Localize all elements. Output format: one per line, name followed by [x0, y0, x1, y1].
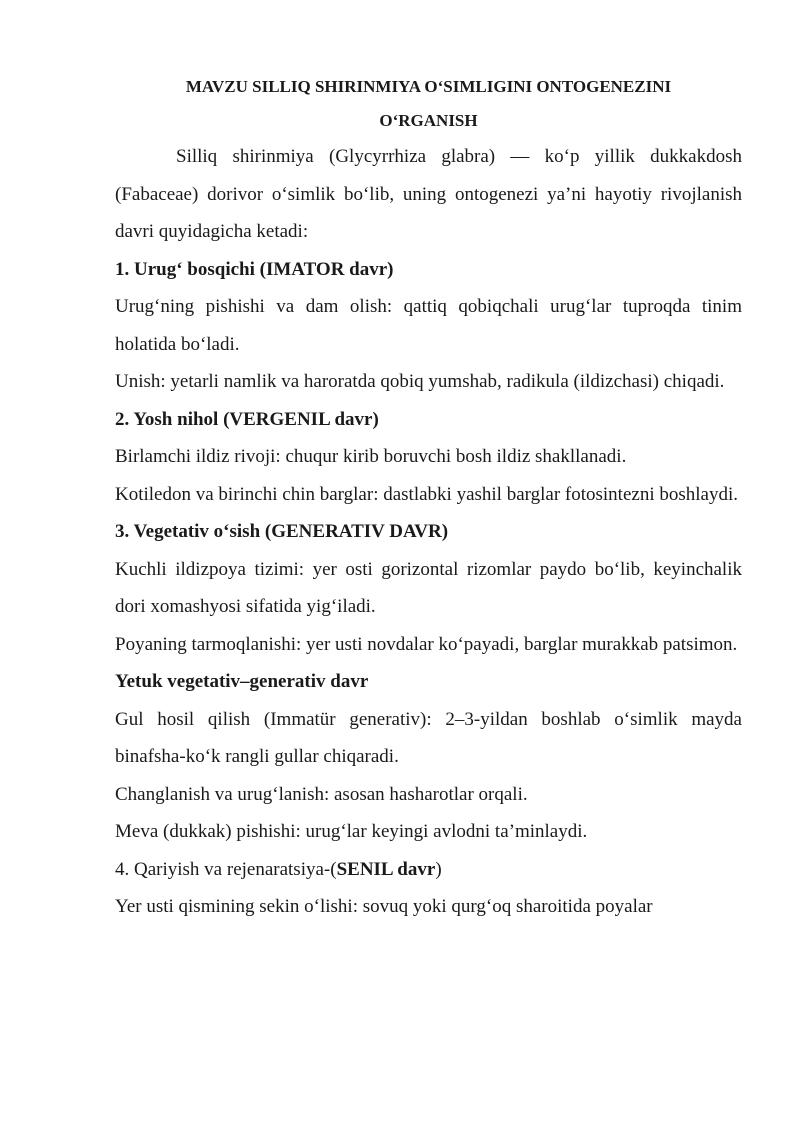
section-4-heading-prefix: 4. Qariyish va rejenaratsiya-(	[115, 858, 337, 880]
mature-stage-paragraph-2: Changlanish va urug‘lanish: asosan hasharotlar orqali.	[115, 783, 528, 805]
section-3-heading: 3. Vegetativ o‘sish (GENERATIV DAVR)	[115, 521, 449, 542]
section-4-heading-suffix: )	[435, 858, 442, 880]
mature-stage-heading: Yetuk vegetativ–generativ davr	[115, 671, 369, 692]
mature-stage-paragraph-1: Gul hosil qilish (Immatür generativ): 2–3-yildan boshlab o‘simlik mayda binafsha-ko‘k rangli gullar chiqaradi.	[115, 708, 742, 767]
mature-stage-paragraph-3: Meva (dukkak) pishishi: urug‘lar keyingi avlodni ta’minlaydi.	[115, 821, 588, 842]
intro-paragraph: Silliq shirinmiya (Glycyrrhiza glabra) — ko‘p yillik dukkakdosh (Fabaceae) dorivor o‘simlik bo‘lib, uning ontogenezi ya’ni hayotiy rivojlanish davri quyidagicha ketadi:	[115, 146, 742, 242]
section-2-heading: 2. Yosh nihol (VERGENIL davr)	[115, 408, 379, 430]
section-2-paragraph-1: Birlamchi ildiz rivoji: chuqur kirib boruvchi bosh ildiz shakllanadi.	[115, 446, 627, 467]
document-page	[115, 70, 742, 926]
section-2-paragraph-2: Kotiledon va birinchi chin barglar: dastlabki yashil barglar fotosintezni boshlaydi.	[115, 483, 738, 505]
document-title-line-2: O‘RGANISH	[379, 111, 478, 130]
section-4-heading-bold: SENIL davr	[336, 858, 436, 880]
section-1-paragraph-2: Unish: yetarli namlik va haroratda qobiq yumshab, radikula (ildizchasi) chiqadi.	[115, 371, 725, 392]
section-1-paragraph-1: Urug‘ning pishishi va dam olish: qattiq qobiqchali urug‘lar tuproqda tinim holatida bo‘ladi.	[115, 296, 742, 355]
section-4-heading	[115, 851, 742, 889]
section-3-paragraph-1: Kuchli ildizpoya tizimi: yer osti gorizontal rizomlar paydo bo‘lib, keyinchalik dori xomashyosi sifatida yig‘iladi.	[115, 558, 742, 617]
document-title-line-1: MAVZU SILLIQ SHIRINMIYA O‘SIMLIGINI ONTOGENEZINI	[185, 77, 672, 96]
section-3-paragraph-2: Poyaning tarmoqlanishi: yer usti novdalar ko‘payadi, barglar murakkab patsimon.	[115, 633, 738, 655]
section-4-paragraph-1: Yer usti qismining sekin o‘lishi: sovuq yoki qurg‘oq sharoitida poyalar	[115, 896, 653, 917]
section-1-heading: 1. Urug‘ bosqichi (IMATOR davr)	[115, 258, 394, 280]
